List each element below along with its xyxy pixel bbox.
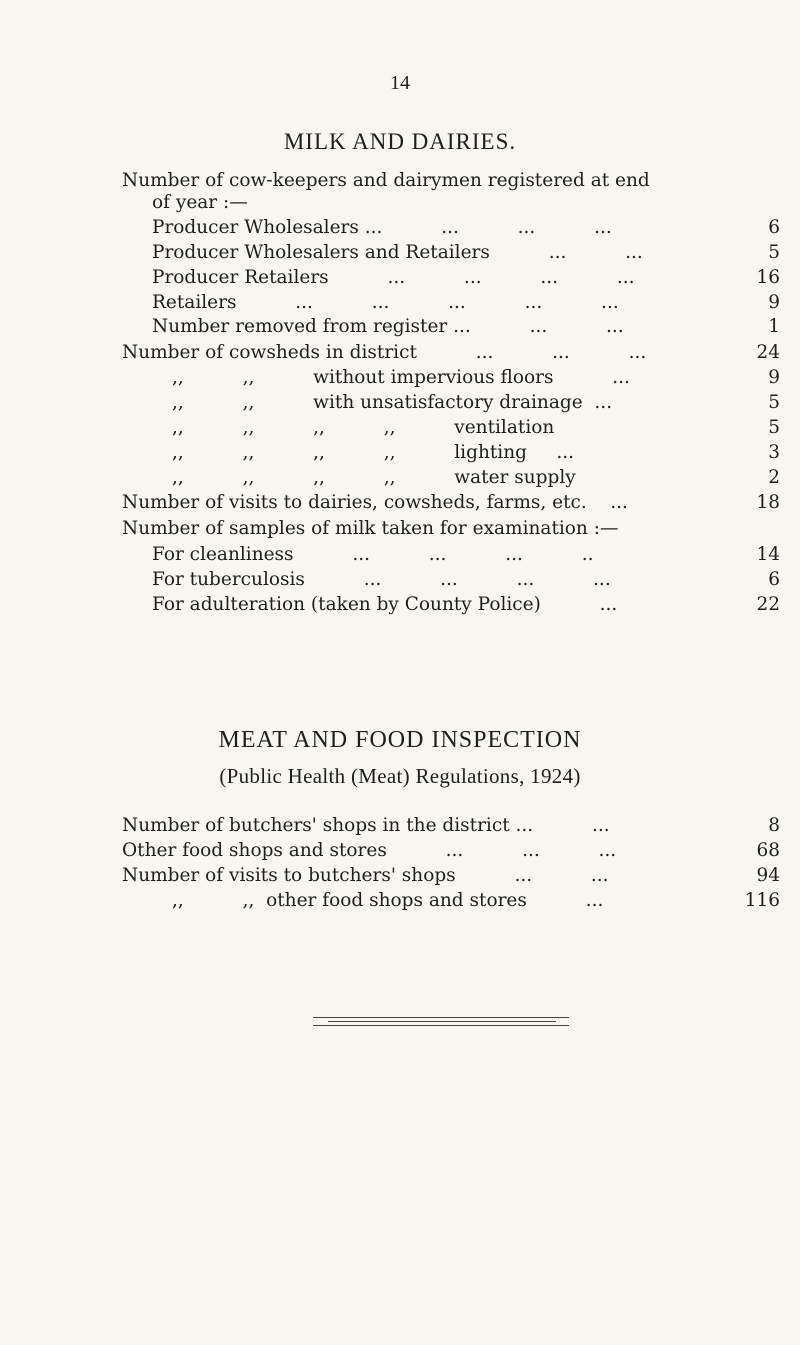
- intro-line-1: Number of cow-keepers and dairymen registered at end: [122, 170, 650, 191]
- row-label: ,, ,, ,, ,, ventilation: [172, 417, 555, 438]
- row-value: 6: [768, 569, 780, 590]
- row-value: 8: [768, 815, 780, 836]
- intro-line-2: of year :—: [152, 192, 248, 213]
- row-value: 68: [756, 840, 780, 861]
- row-value: 9: [768, 367, 780, 388]
- row-label: ,, ,, ,, ,, lighting ...: [172, 442, 575, 463]
- row-value: 5: [768, 242, 780, 263]
- row-label: ,, ,, without impervious floors ...: [172, 367, 630, 388]
- page-number: 14: [390, 72, 410, 94]
- row-value: 116: [744, 890, 780, 911]
- row-value: 14: [756, 544, 780, 565]
- row-label: Number of visits to butchers' shops ... ...: [122, 865, 609, 886]
- row-value: 24: [756, 342, 780, 363]
- row-label: For cleanliness ... ... ... ..: [152, 544, 594, 565]
- row-label: Producer Wholesalers ... ... ... ...: [152, 217, 612, 238]
- row-label: Producer Wholesalers and Retailers ... ...: [152, 242, 643, 263]
- row-value: 16: [756, 267, 780, 288]
- row-value: 5: [768, 392, 780, 413]
- meat-section-title: MEAT AND FOOD INSPECTION: [218, 727, 582, 753]
- row-value: 6: [768, 217, 780, 238]
- row-label: Number of cowsheds in district ... ... ...: [122, 342, 647, 363]
- row-label: Number of butchers' shops in the district ... ...: [122, 815, 610, 836]
- divider-rule: [328, 1021, 556, 1022]
- row-value: 94: [756, 865, 780, 886]
- row-value: 9: [768, 292, 780, 313]
- divider-rule: [313, 1017, 569, 1018]
- row-label: Number of samples of milk taken for examination :—: [122, 518, 619, 539]
- row-value: 1: [768, 316, 780, 337]
- row-label: ,, ,, other food shops and stores ...: [172, 890, 604, 911]
- divider-rule: [313, 1025, 569, 1026]
- row-label: Number of visits to dairies, cowsheds, farms, etc. ...: [122, 492, 628, 513]
- row-label: For tuberculosis ... ... ... ...: [152, 569, 611, 590]
- row-label: Producer Retailers ... ... ... ...: [152, 267, 635, 288]
- row-label: Retailers ... ... ... ... ...: [152, 292, 619, 313]
- row-value: 5: [768, 417, 780, 438]
- row-label: Other food shops and stores ... ... ...: [122, 840, 617, 861]
- row-value: 22: [756, 594, 780, 615]
- row-label: For adulteration (taken by County Police) ...: [152, 594, 618, 615]
- row-label: Number removed from register ... ... ...: [152, 316, 624, 337]
- row-value: 18: [756, 492, 780, 513]
- row-value: 3: [768, 442, 780, 463]
- row-value: 2: [768, 467, 780, 488]
- row-label: ,, ,, ,, ,, water supply: [172, 467, 576, 488]
- row-label: ,, ,, with unsatisfactory drainage ...: [172, 392, 613, 413]
- milk-section-title: MILK AND DAIRIES.: [283, 129, 517, 154]
- meat-section-subtitle: (Public Health (Meat) Regulations, 1924): [219, 764, 581, 788]
